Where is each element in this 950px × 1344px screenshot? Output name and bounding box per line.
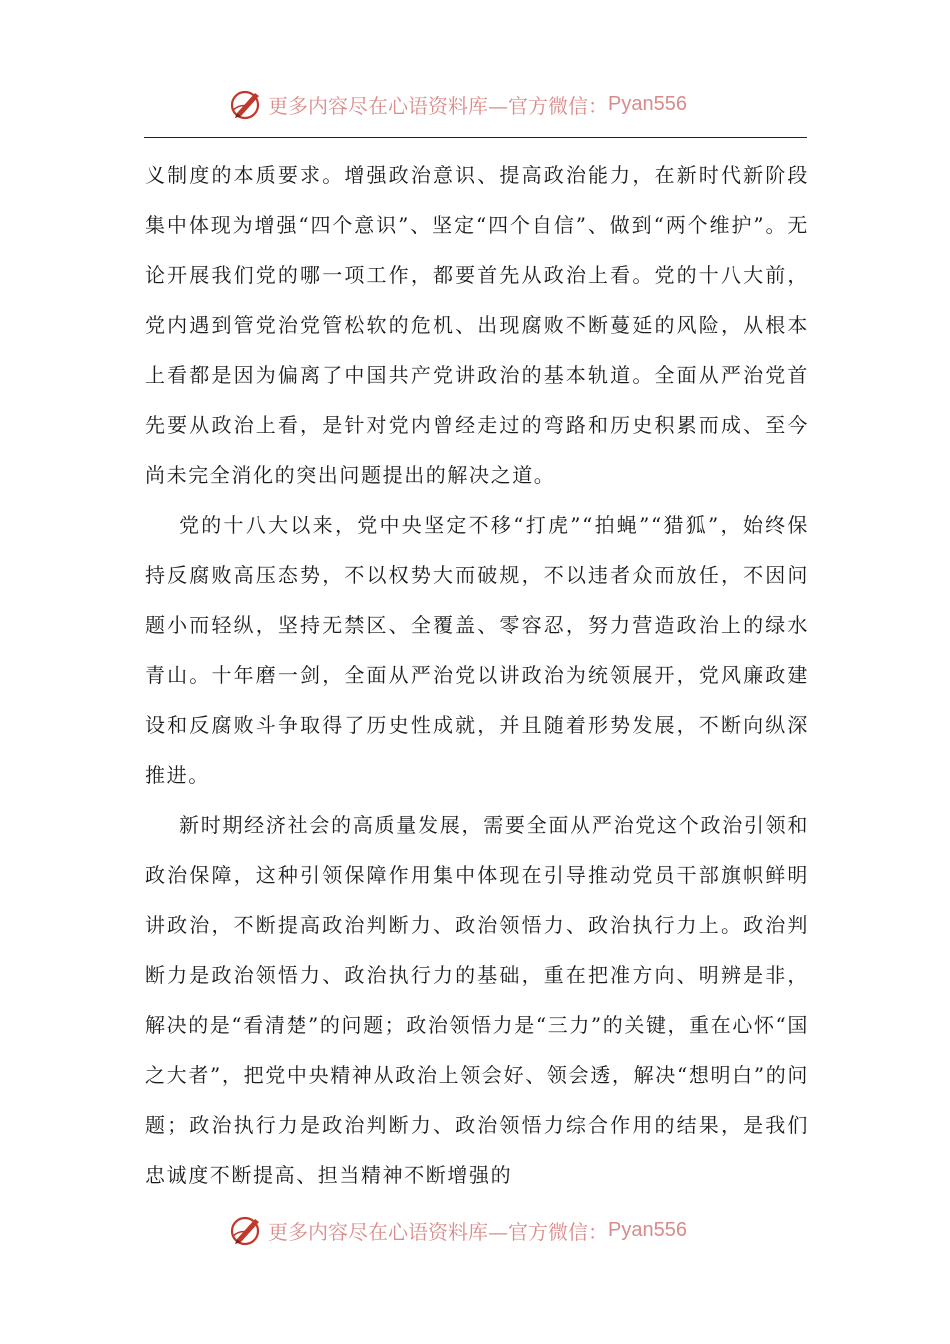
pen-circle-logo-icon: [228, 86, 264, 122]
paragraph-2: 党的十八大以来，党中央坚定不移“打虎”“拍蝇”“猎狐”，始终保持反腐败高压态势，不以权势大而破规，不以违者众而放任，不因问题小而轻纵，坚持无禁区、全覆盖、零容忍，努力营造政治上的绿水青山。十年磨一剑，全面从严治党以讲政治为统领展开，党风廉政建设和反腐败斗争取得了历史性成就，并且随着形势发展，不断向纵深推进。: [145, 513, 809, 787]
header-banner: [228, 84, 687, 124]
pen-circle-logo-icon: [228, 1212, 264, 1248]
header-divider: [144, 137, 807, 138]
wechat-id: Pyan556: [608, 1218, 687, 1241]
banner-text: 更多内容尽在心语资料库—官方微信：: [268, 93, 608, 118]
wechat-id: Pyan556: [608, 92, 687, 115]
banner-text: 更多内容尽在心语资料库—官方微信：: [268, 1219, 608, 1244]
paragraph-1: 义制度的本质要求。增强政治意识、提高政治能力，在新时代新阶段集中体现为增强“四个意识”、坚定“四个自信”、做到“两个维护”。无论开展我们党的哪一项工作，都要首先从政治上看。党的十八大前，党内遇到管党治党管松软的危机、出现腐败不断蔓延的风险，从根本上看都是因为偏离了中国共产党讲政治的基本轨道。全面从严治党首先要从政治上看，是针对党内曾经走过的弯路和历史积累而成、至今尚未完全消化的突出问题提出的解决之道。: [145, 163, 809, 487]
paragraph-3: 新时期经济社会的高质量发展，需要全面从严治党这个政治引领和政治保障，这种引领保障作用集中体现在引导推动党员干部旗帜鲜明讲政治，不断提高政治判断力、政治领悟力、政治执行力上。政治判断力是政治领悟力、政治执行力的基础，重在把准方向、明辨是非，解决的是“看清楚”的问题；政治领悟力是“三力”的关键，重在心怀“国之大者”，把党中央精神从政治上领会好、领会透，解决“想明白”的问题；政治执行力是政治判断力、政治领悟力综合作用的结果，是我们忠诚度不断提高、担当精神不断增强的: [145, 813, 809, 1187]
document-body: [145, 150, 809, 1200]
footer-banner: [228, 1210, 687, 1250]
